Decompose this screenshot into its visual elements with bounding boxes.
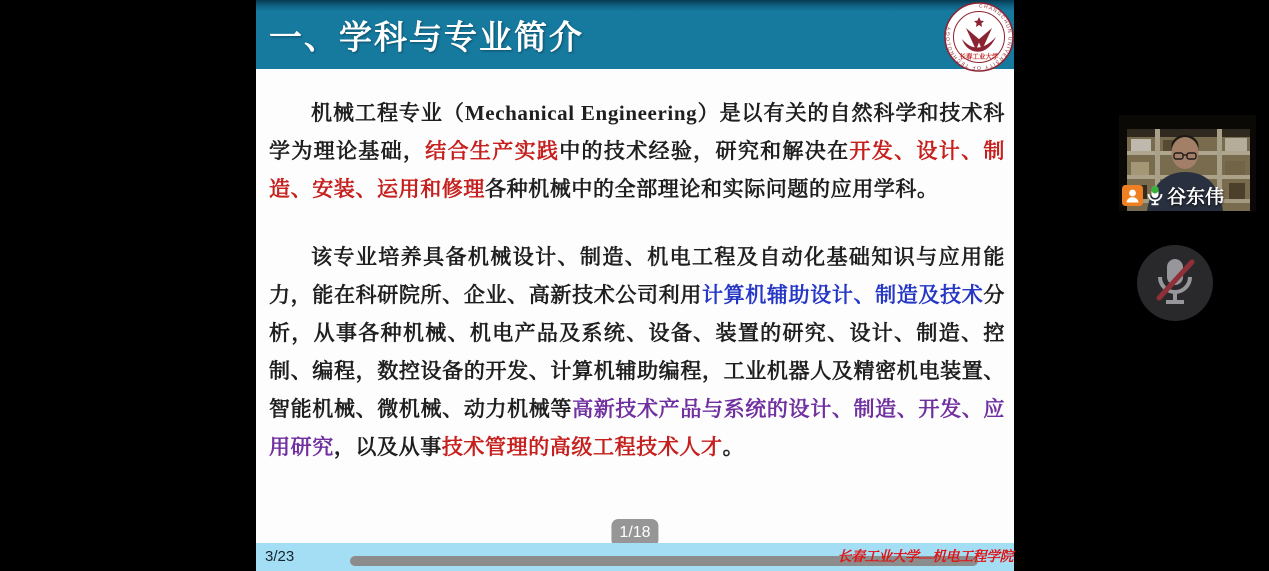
participant-label: [1122, 182, 1224, 209]
footer-page-number: 3/23: [265, 548, 295, 565]
text-run-purple: 高新技术产品与系统的设计、制造、开发、应用研究: [269, 397, 1005, 459]
paragraph-definition: [269, 94, 1005, 208]
text-run-black: 中的技术经验，研究和解决在: [559, 139, 850, 163]
text-run-black: 。: [722, 435, 745, 459]
active-mic-icon: [1147, 185, 1163, 206]
university-logo-icon: [944, 2, 1014, 72]
member-avatar-icon: [1122, 185, 1143, 206]
participant-name: 谷东伟: [1167, 187, 1225, 208]
text-run-black: 分析，从事各种机械、机电产品及系统、设备、装置的研究、设计、制造、控制、编程，数控设备的开发、计算机辅助编程，工业机器人及精密机电装置、智能机械、微机械、动力机械等: [269, 283, 1005, 421]
text-run-black: ，以及从事: [333, 435, 442, 459]
slide-title: 一、学科与专业简介: [269, 18, 584, 55]
mute-button[interactable]: [1137, 245, 1213, 321]
footer-school-name: 长春工业大学—机电工程学院: [837, 550, 1013, 565]
text-run-black: 各种机械中的全部理论和实际问题的应用学科。: [485, 177, 939, 201]
svg-text:长春工业大学: 长春工业大学: [959, 53, 999, 61]
participant-video-tile[interactable]: [1119, 115, 1256, 211]
text-run-red: 技术管理的高级工程技术人才: [441, 435, 723, 459]
slide-page-indicator: 1/18: [611, 519, 658, 547]
slide-body-text: [269, 94, 1005, 466]
muted-mic-icon: [1149, 255, 1201, 311]
text-run-blue: 计算机辅助设计、制造及技术: [701, 283, 984, 307]
text-run-black: 机械工程专业（Mechanical Engineering）是以有关的自然科学和技术科学为理论基础，: [269, 101, 1005, 163]
text-run-red: 开发、设计、制造、安装、运用和修理: [269, 139, 1005, 201]
paragraph-training-goal: [269, 238, 1005, 466]
slide-title-bar: [256, 0, 1014, 69]
text-run-red: 结合生产实践: [425, 139, 560, 163]
text-run-black: 该专业培养具备机械设计、制造、机电工程及自动化基础知识与应用能力，能在科研院所、企业、高新技术公司利用: [269, 245, 1005, 307]
slide-footer-bar: [256, 543, 1014, 571]
svg-text:CHANGCHUN UNIVERSITY OF TECHNO: CHANGCHUN UNIVERSITY OF TECHNOLOGY: [945, 3, 1013, 71]
shared-slide: [256, 0, 1014, 571]
